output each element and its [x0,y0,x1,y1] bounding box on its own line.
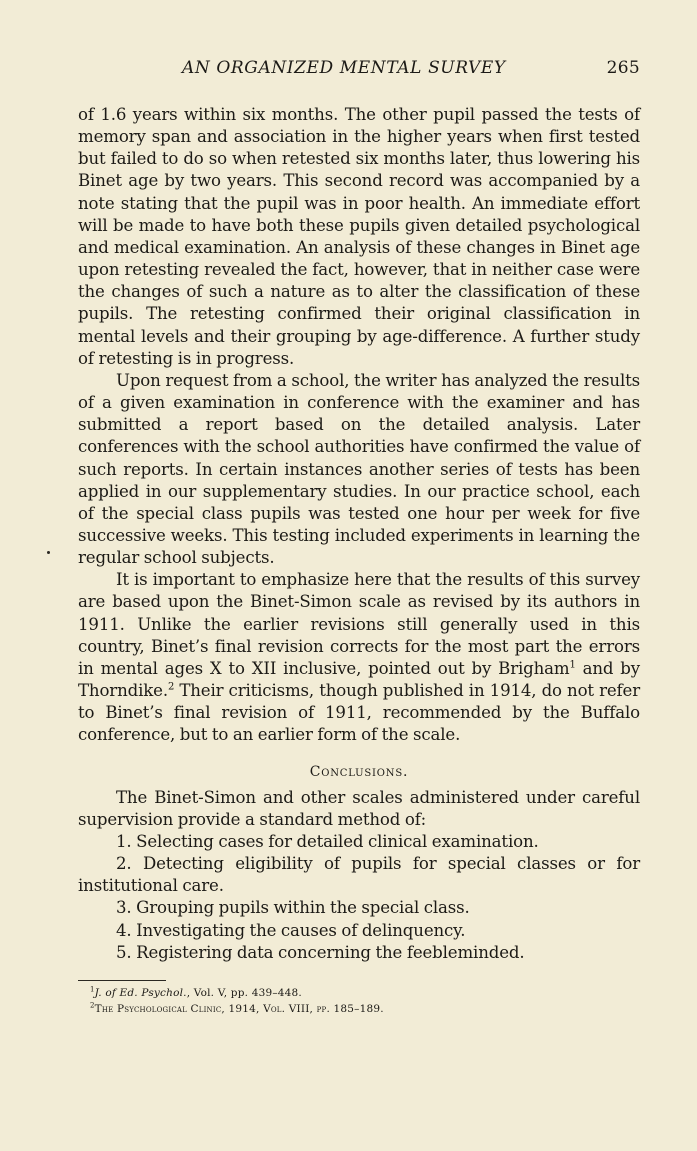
conclusion-item-3: 3. Grouping pupils within the special class. [116,898,470,918]
footnote-number: 1 [90,985,95,994]
paragraph-text: Their criticisms, though published in 1914, do not refer to Binet’s final revision of 1911, recommended by the Buffalo conference, but to an earlier form of the scale. [78,681,640,745]
paper-speck [47,551,50,554]
footnote-2 [90,1001,384,1017]
paragraph-school-reports: Upon request from a school, the writer has analyzed the results of a given examination in conference with the examiner and has submitted a report based on the detailed analysis. Later conferences with the school authorities have confirmed the value of such reports. In certain instances another series of tests has been applied in our supplementary studies. In our practice school, each of the special class pupils was tested one hour per week for five successive weeks. This testing included experiments in learning the regular school subjects. [78,370,640,568]
conclusions-heading: Conclusions. [309,763,409,780]
running-header [78,58,640,82]
footnote-divider [78,980,166,981]
paragraph-retesting: of 1.6 years within six months. The other pupil passed the tests of memory span and association in the higher years when first tested but failed to do so when retested six months later, thus lowering his Binet age by two years. This second record was accompanied by a note stating that the pupil was in poor health. An immediate effort will be made to have both these pupils given detailed psychological and medical examination. An analysis of these changes in Binet age upon retesting revealed the fact, however, that in neither case were the changes of such a nature as to alter the classification of these pupils. The retesting confirmed their original classification in mental levels and their grouping by age-difference. A further study of retesting is in progress. [78,105,640,368]
paragraph-binet-simon-revision [78,569,640,746]
footnote-number: 2 [90,1001,95,1010]
paragraph-text: and by Thorndike. [78,658,640,701]
footnote-1 [90,985,384,1001]
paragraph-conclusions-intro: The Binet-Simon and other scales administered under careful supervision provide a standard method of: [78,787,640,829]
footnote-citation: The Psychological Clinic, 1914, Vol. VIII, pp. 185–189. [94,1003,384,1015]
paragraph-text: It is important to emphasize here that the results of this survey are based upon the Binet-Simon scale as revised by its authors in 1911. Unlike the earlier revisions still generally used in this country, Binet’s final revision corrects for the most part the errors in mental ages X to XII inclusive, pointed out by Brigham [78,570,640,678]
conclusion-item-4: 4. Investigating the causes of delinquency. [116,920,466,940]
page-number: 265 [606,58,640,78]
footnotes [90,985,384,1017]
conclusion-item-1: 1. Selecting cases for detailed clinical examination. [116,832,539,851]
conclusion-item-5: 5. Registering data concerning the feebleminded. [116,942,525,962]
conclusion-item-2: 2. Detecting eligibility of pupils for special classes or for institutional care. [78,854,640,896]
footnote-journal: J. of Ed. Psychol. [94,987,187,999]
body-text [78,104,640,964]
running-title: AN ORGANIZED MENTAL SURVEY [182,58,506,78]
footnote-ref-1: 1 [569,659,576,671]
footnote-ref-2: 2 [167,681,175,693]
footnote-citation: , Vol. V, pp. 439–448. [186,987,302,999]
